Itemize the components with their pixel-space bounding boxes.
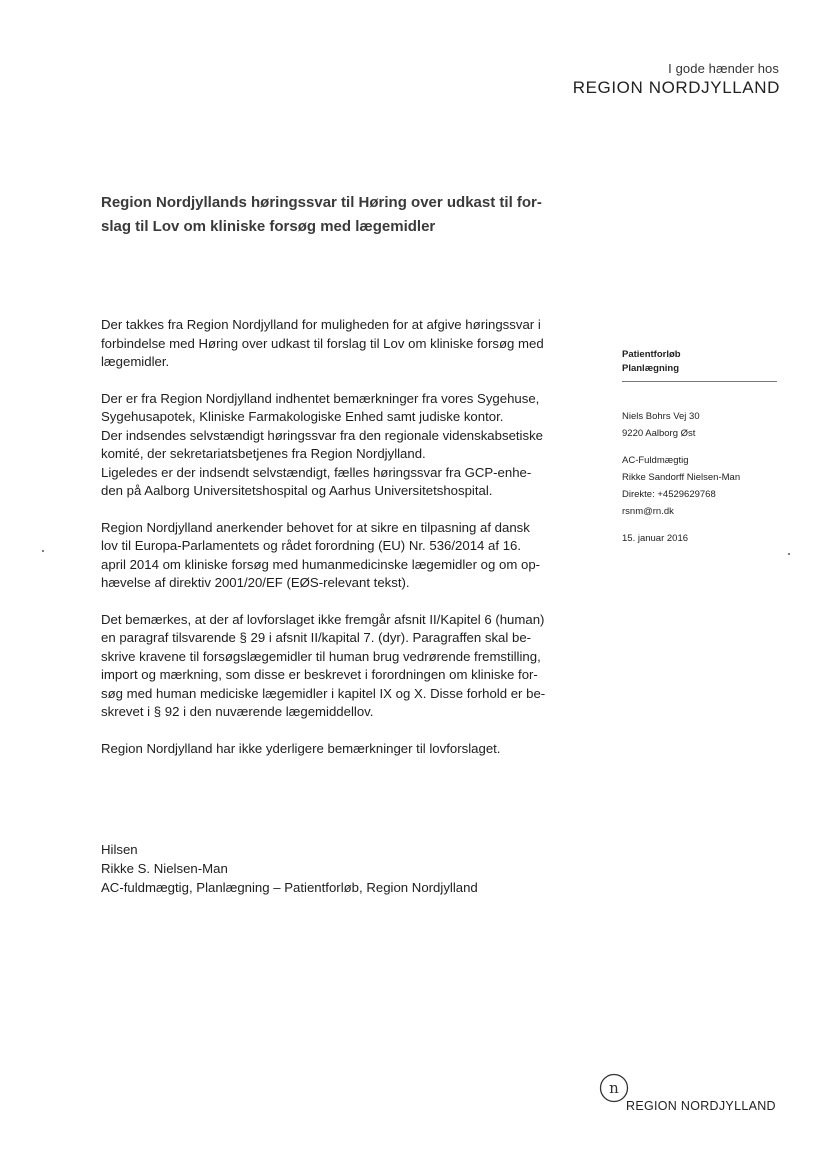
divider (622, 381, 777, 382)
text-line: komité, der sekretariatsbetjenes fra Region Nordjylland. (101, 446, 426, 461)
signature-title: AC-fuldmægtig, Planlægning – Patientforløb, Region Nordjylland (101, 880, 478, 895)
text-line: forbindelse med Høring over udkast til forslag til Lov om kliniske forsøg med (101, 335, 544, 351)
text-line: lægemidler. (101, 354, 170, 369)
letter-date: 15. januar 2016 (622, 533, 689, 544)
text-line: april 2014 om kliniske forsøg med humanmedicinske lægemidler og om op- (101, 556, 541, 572)
sender-name: Rikke Sandorff Nielsen-Man (622, 472, 741, 483)
text-line: Der takkes fra Region Nordjylland for muligheden for at afgive høringssvar i (101, 317, 541, 332)
text-line: skrevet i § 92 i den nuværende lægemiddellov. (101, 704, 374, 719)
sender-info-sidebar (622, 348, 780, 546)
signature-name: Rikke S. Nielsen-Man (101, 861, 228, 876)
signature-greeting: Hilsen (101, 842, 138, 857)
text-line: Ligeledes er der indsendt selvstændigt, fælles høringssvar fra GCP-enhe- (101, 464, 532, 480)
text-line: lov til Europa-Parlamentets og rådet forordning (EU) Nr. 536/2014 af 16. (101, 538, 522, 553)
title-line: Region Nordjyllands høringssvar til Høring over udkast til for- (101, 194, 542, 211)
text-line: en paragraf tilsvarende § 29 i afsnit II/kapital 7. (dyr). Paragraffen skal be- (101, 630, 532, 645)
letter-body (101, 316, 601, 758)
text-line: Region Nordjylland har ikke yderligere bemærkninger til lovforslaget. (101, 740, 501, 756)
text-line: skrive kravene til forsøgslægemidler til human brug vedrørende fremstilling, (101, 648, 541, 664)
address-line: 9220 Aalborg Øst (622, 428, 696, 439)
title-line: slag til Lov om kliniske forsøg med lægemidler (101, 218, 436, 235)
footer-brand-logo: REGION NORDJYLLAND (626, 1099, 776, 1113)
text-line: hævelse af direktiv 2001/20/EF (EØS-relevant tekst). (101, 575, 410, 590)
text-line: Sygehusapotek, Kliniske Farmakologiske Enhed samt judiske kontor. (101, 409, 504, 424)
scan-speck (42, 550, 44, 552)
paragraph-remark (101, 611, 601, 722)
signature-block (101, 840, 601, 897)
address-line: Niels Bohrs Vej 30 (622, 411, 700, 422)
scan-speck (788, 553, 790, 555)
sender-phone: Direkte: +4529629768 (622, 489, 716, 500)
paragraph-thanks (101, 316, 601, 372)
text-line: Det bemærkes, at der af lovforslaget ikke fremgår afsnit II/Kapitel 6 (human) (101, 611, 545, 627)
logo-letter: n (609, 1079, 619, 1097)
document-title (101, 191, 591, 239)
header-brand-logo: REGION NORDJYLLAND (572, 78, 780, 97)
paragraph-acknowledgement (101, 519, 601, 593)
department-name: Patientforløb (622, 349, 681, 360)
text-line: import og mærkning, som disse er beskrevet i forordningen om kliniske for- (101, 667, 538, 682)
text-line: søg med human mediciske lægemidler i kapitel IX og X. Disse forhold er be- (101, 685, 546, 701)
text-line: Der er fra Region Nordjylland indhentet bemærkninger fra vores Sygehuse, (101, 390, 540, 406)
header-tagline: I gode hænder hos (668, 61, 779, 76)
text-line: Der indsendes selvstændigt høringssvar fra den regionale videnskabsetiske (101, 427, 544, 443)
sender-address (622, 408, 780, 442)
paragraph-closing (101, 740, 601, 759)
sender-contact (622, 452, 780, 520)
text-line: Region Nordjylland anerkender behovet for at sikre en tilpasning af dansk (101, 519, 530, 535)
sender-email: rsnm@rn.dk (622, 506, 674, 517)
paragraph-sources (101, 390, 601, 501)
text-line: den på Aalborg Universitetshospital og Aarhus Universitetshospital. (101, 483, 493, 498)
sender-role: AC-Fuldmægtig (622, 455, 689, 466)
subdepartment-name: Planlægning (622, 363, 679, 374)
